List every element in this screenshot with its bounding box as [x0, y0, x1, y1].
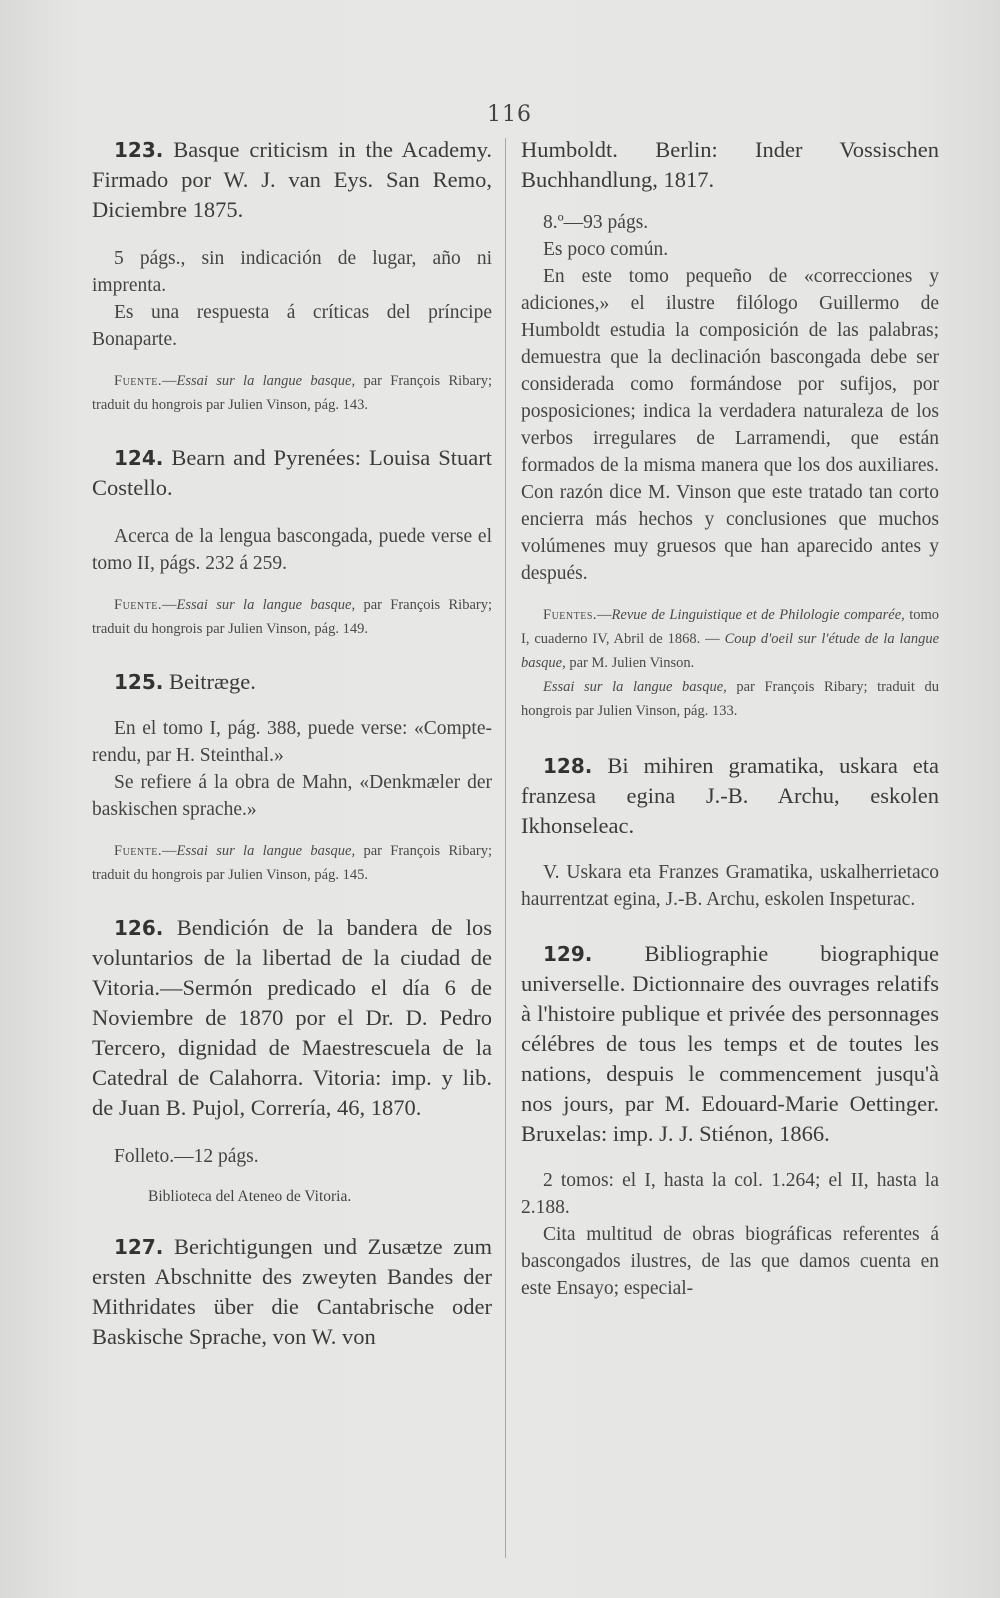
page-number: 116 [487, 102, 532, 127]
entry-129-number: 129. [543, 942, 593, 966]
entry-127-source-3-title: Essai sur la langue basque, [543, 679, 727, 695]
entry-124-title-text: Bearn and Pyrenées: Louisa Stuart Costello. [92, 445, 493, 500]
entry-128-number: 128. [543, 754, 593, 778]
entry-125-source-rest: par François Ribary; traduit du hongrois par Julien Vinson, pág. 145. [92, 843, 493, 883]
entry-126-number: 126. [114, 916, 164, 940]
entry-129-title [521, 939, 939, 1149]
entry-129-desc-1: 2 tomos: el I, hasta la col. 1.264; el II, hasta la 2.188. [521, 1170, 939, 1218]
entry-129-desc-2: Cita multitud de obras biográficas referentes á bascongados ilustres, de las que damos cuenta en este Ensayo; especial- [521, 1224, 939, 1299]
entry-127-title-continued: Humboldt. Berlin: Inder Vossischen Buchhandlung, 1817. [521, 137, 939, 192]
entry-127-desc-3: En este tomo pequeño de «correcciones y adiciones,» el ilustre filólogo Guillermo de Humboldt estudia la composición de las palabras; demuestra que la declinación bascongada debe ser considerada como formándose por sufijos, por posposiciones; indica la verdadera naturaleza de los verbos irregulares de Larramendi, que están formados de la misma manera que los dos auxiliares. Con razón dice M. Vinson que este tratado tan corto encierra más hechos y conclusiones que muchos volúmenes muy gruesos que han aparecido antes y después. [521, 266, 939, 584]
entry-126-title [92, 913, 492, 1123]
entry-123-source-title: Essai sur la langue basque, [176, 373, 356, 389]
entry-126-title-text: Bendición de la bandera de los voluntarios de la libertad de la ciudad de Vitoria.—Sermón predicado el día 6 de Noviembre de 1870 por el Dr. D. Pedro Tercero, dignidad de Maestrescuela de la Catedral de Calahorra. Vitoria: imp. y lib. de Juan B. Pujol, Correría, 46, 1870. [92, 915, 493, 1120]
entry-124-source-title: Essai sur la langue basque, [176, 597, 356, 613]
entry-125-desc-2: Se refiere á la obra de Mahn, «Denkmæler der baskischen sprache.» [92, 772, 492, 820]
entry-127-source-2-rest: par M. Julien Vinson. [569, 655, 695, 671]
entry-128-title-text: Bi mihiren gramatika, uskara eta franzesa egina J.-B. Archu, eskolen Ikhonseleac. [521, 753, 940, 838]
entry-127-desc-2: Es poco común. [543, 239, 669, 260]
entry-123-desc-2: Es una respuesta á críticas del príncipe Bonaparte. [92, 302, 492, 350]
entry-123-source-rest: par François Ribary; traduit du hongrois par Julien Vinson, pág. 143. [92, 373, 493, 413]
entry-123-source-label: Fuente. [114, 373, 162, 389]
entry-123-source: Fuente.—Essai sur la langue basque, par François Ribary; traduit du hongrois par Julien Vinson, pág. 143. [92, 373, 493, 413]
entry-124-title [92, 443, 492, 503]
entry-127-source-3 [521, 675, 939, 723]
entry-124-source: Fuente.—Essai sur la langue basque, par François Ribary; traduit du hongrois par Julien Vinson, pág. 149. [92, 597, 493, 637]
entry-129-title-text: Bibliographie biographique universelle. Dictionnaire des ouvrages relatifs à l'histoire publique et privée des personnages célébres de tous les temps et de toutes les nations, despuis le commencement jusqu'à nos jours, par M. Edouard-Marie Oettinger. Bruxelas: imp. J. J. Stiénon, 1866. [521, 941, 939, 1146]
entry-125-title [92, 667, 492, 697]
entry-124-source-rest: par François Ribary; traduit du hongrois par Julien Vinson, pág. 149. [92, 597, 493, 637]
entry-124-number: 124. [114, 446, 164, 470]
entry-124-source-label: Fuente. [114, 597, 162, 613]
entry-127-sources-label: Fuentes. [543, 607, 598, 623]
entry-125-source-title: Essai sur la langue basque, [176, 843, 356, 859]
entry-127-source-2-title: Coup d'oeil sur l'étude de la langue basque, [521, 631, 940, 671]
entry-125-number: 125. [114, 670, 164, 694]
entry-123-title [92, 135, 492, 225]
entry-125-desc-1: En el tomo I, pág. 388, puede verse: «Compte-rendu, par H. Steinthal.» [92, 718, 492, 766]
entry-123-desc-1: 5 págs., sin indicación de lugar, año ni imprenta. [92, 248, 492, 296]
entry-127-source-1-rest: tomo I, cuaderno IV, Abril de 1868. — [521, 607, 939, 647]
entry-123-title-text: Basque criticism in the Academy. Firmado por W. J. van Eys. San Remo, Diciembre 1875. [92, 137, 493, 222]
entry-124-desc-1: Acerca de la lengua bascongada, puede verse el tomo II, págs. 232 á 259. [92, 526, 492, 574]
entry-125-title-text: Beitræge. [168, 669, 256, 694]
right-column [521, 135, 939, 1302]
entry-127-title [92, 1232, 492, 1352]
column-divider [505, 138, 506, 1558]
entry-128-desc-1: V. Uskara eta Franzes Gramatika, uskalherrietaco haurrentzat egina, J.-B. Archu, eskolen Inspeturac. [521, 862, 939, 910]
entry-127-source-1-title: Revue de Linguistique et de Philologie comparée, [611, 607, 905, 623]
entry-128-title [521, 751, 939, 841]
entry-127-title-text: Berichtigungen und Zusætze zum ersten Abschnitte des zweyten Bandes der Mithridates über die Cantabrische oder Baskische Sprache, von W. von [92, 1234, 493, 1349]
entry-127-number: 127. [114, 1235, 164, 1259]
entry-126-library: Biblioteca del Ateneo de Vitoria. [148, 1188, 352, 1205]
entry-127-sources: Fuentes.—Revue de Linguistique et de Philologie comparée, tomo I, cuaderno IV, Abril de 1868. — Coup d'oeil sur l'étude de la langue basque, par M. Julien Vinson. [521, 607, 940, 671]
entry-123-number: 123. [114, 138, 164, 162]
entry-125-source-label: Fuente. [114, 843, 162, 859]
entry-126-desc-1: Folleto.—12 págs. [114, 1146, 259, 1167]
entry-125-source: Fuente.—Essai sur la langue basque, par François Ribary; traduit du hongrois par Julien Vinson, pág. 145. [92, 843, 493, 883]
entry-127-desc-1: 8.º—93 págs. [543, 212, 649, 233]
left-column [92, 135, 492, 1352]
entry-127-source-3-rest: par François Ribary; traduit du hongrois par Julien Vinson, pág. 133. [521, 679, 940, 719]
